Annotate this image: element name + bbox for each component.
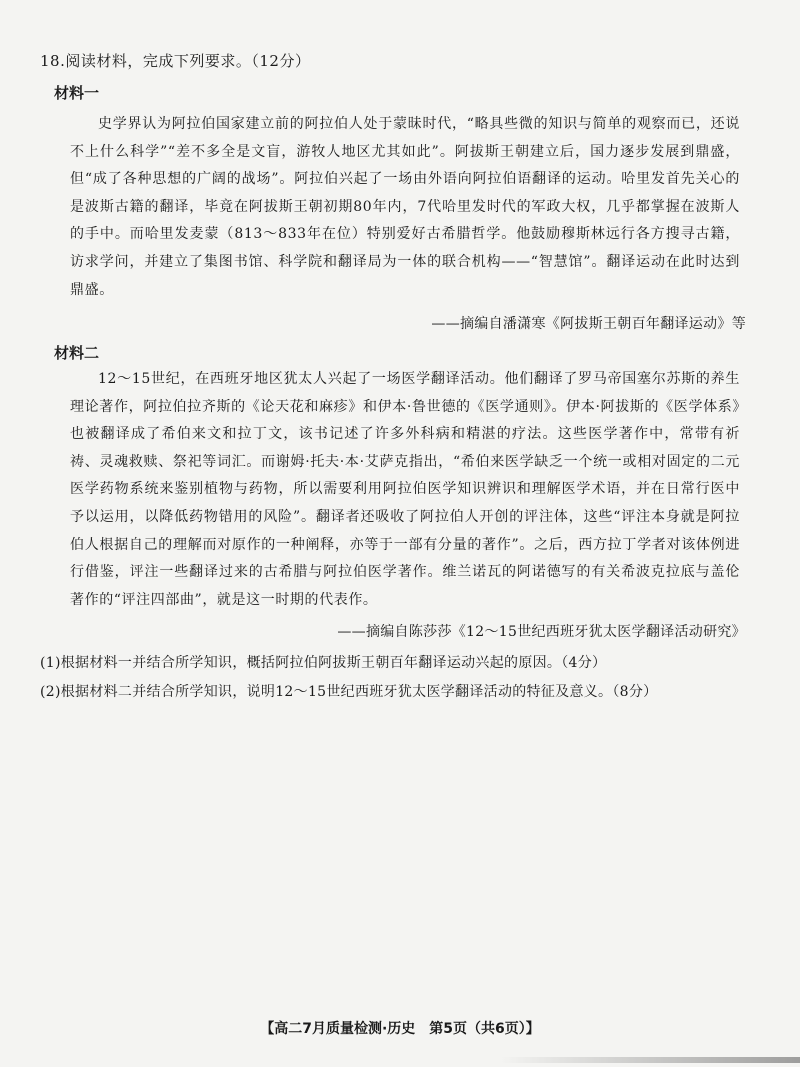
scan-shadow: [500, 1057, 800, 1063]
material1-source: ——摘编自潘潇寒《阿拔斯王朝百年翻译运动》等: [431, 316, 746, 332]
material2-source: ——摘编自陈莎莎《12～15世纪西班牙犹太医学翻译活动研究》: [337, 624, 746, 640]
question-title: 18.阅读材料，完成下列要求。（12分）: [40, 52, 311, 70]
sub-question-1: (1)根据材料一并结合所学知识，概括阿拉伯阿拔斯王朝百年翻译运动兴起的原因。（4分）: [40, 655, 607, 671]
material2-heading: 材料二: [54, 344, 100, 362]
material2-body: 12～15世纪，在西班牙地区犹太人兴起了一场医学翻译活动。他们翻译了罗马帝国塞尔苏斯的养生理论著作，阿拉伯拉齐斯的《论天花和麻疹》和伊本·鲁世德的《医学通则》。伊本·阿拔斯的《医学体系》也被翻译成了希伯来文和拉丁文，该书记述了许多外科病和精湛的疗法。这些医学著作中，常带有祈祷、灵魂救赎、祭祀等词汇。而谢姆·托夫·本·艾萨克指出，“希伯来医学缺乏一个统一或相对固定的二元医学药物系统来鉴别植物与药物，所以需要利用阿拉伯医学知识辨识和理解医学术语，并在日常行医中予以运用，以降低药物错用的风险”。翻译者还吸收了阿拉伯人开创的评注体，这些“评注本身就是阿拉伯人根据自己的理解而对原作的一种阐释，亦等于一部有分量的著作”。之后，西方拉丁学者对该体例进行借鉴，评注一些翻译过来的古希腊与阿拉伯医学著作。维兰诺瓦的阿诺德写的有关希波克拉底与盖伦著作的“评注四部曲”，就是这一时期的代表作。: [70, 371, 740, 608]
page-footer: 【高二7月质量检测·历史 第5页（共6页）】: [260, 1021, 540, 1037]
material1-body: 史学界认为阿拉伯国家建立前的阿拉伯人处于蒙昧时代，“略具些微的知识与简单的观察而已，还说不上什么科学”“差不多全是文盲，游牧人地区尤其如此”。阿拔斯王朝建立后，国力逐步发展到鼎盛，但“成了各种思想的广阔的战场”。阿拉伯兴起了一场由外语向阿拉伯语翻译的运动。哈里发首先关心的是波斯古籍的翻译，毕竟在阿拔斯王朝初期80年内，7代哈里发时代的军政大权，几乎都掌握在波斯人的手中。而哈里发麦蒙（813～833年在位）特别爱好古希腊哲学。他鼓励穆斯林远行各方搜寻古籍，访求学问，并建立了集图书馆、科学院和翻译局为一体的联合机构——“智慧馆”。翻译运动在此时达到鼎盛。: [70, 116, 740, 298]
sub-question-2: (2)根据材料二并结合所学知识，说明12～15世纪西班牙犹太医学翻译活动的特征及意义。（8分）: [40, 684, 658, 700]
material1-heading: 材料一: [54, 84, 100, 102]
